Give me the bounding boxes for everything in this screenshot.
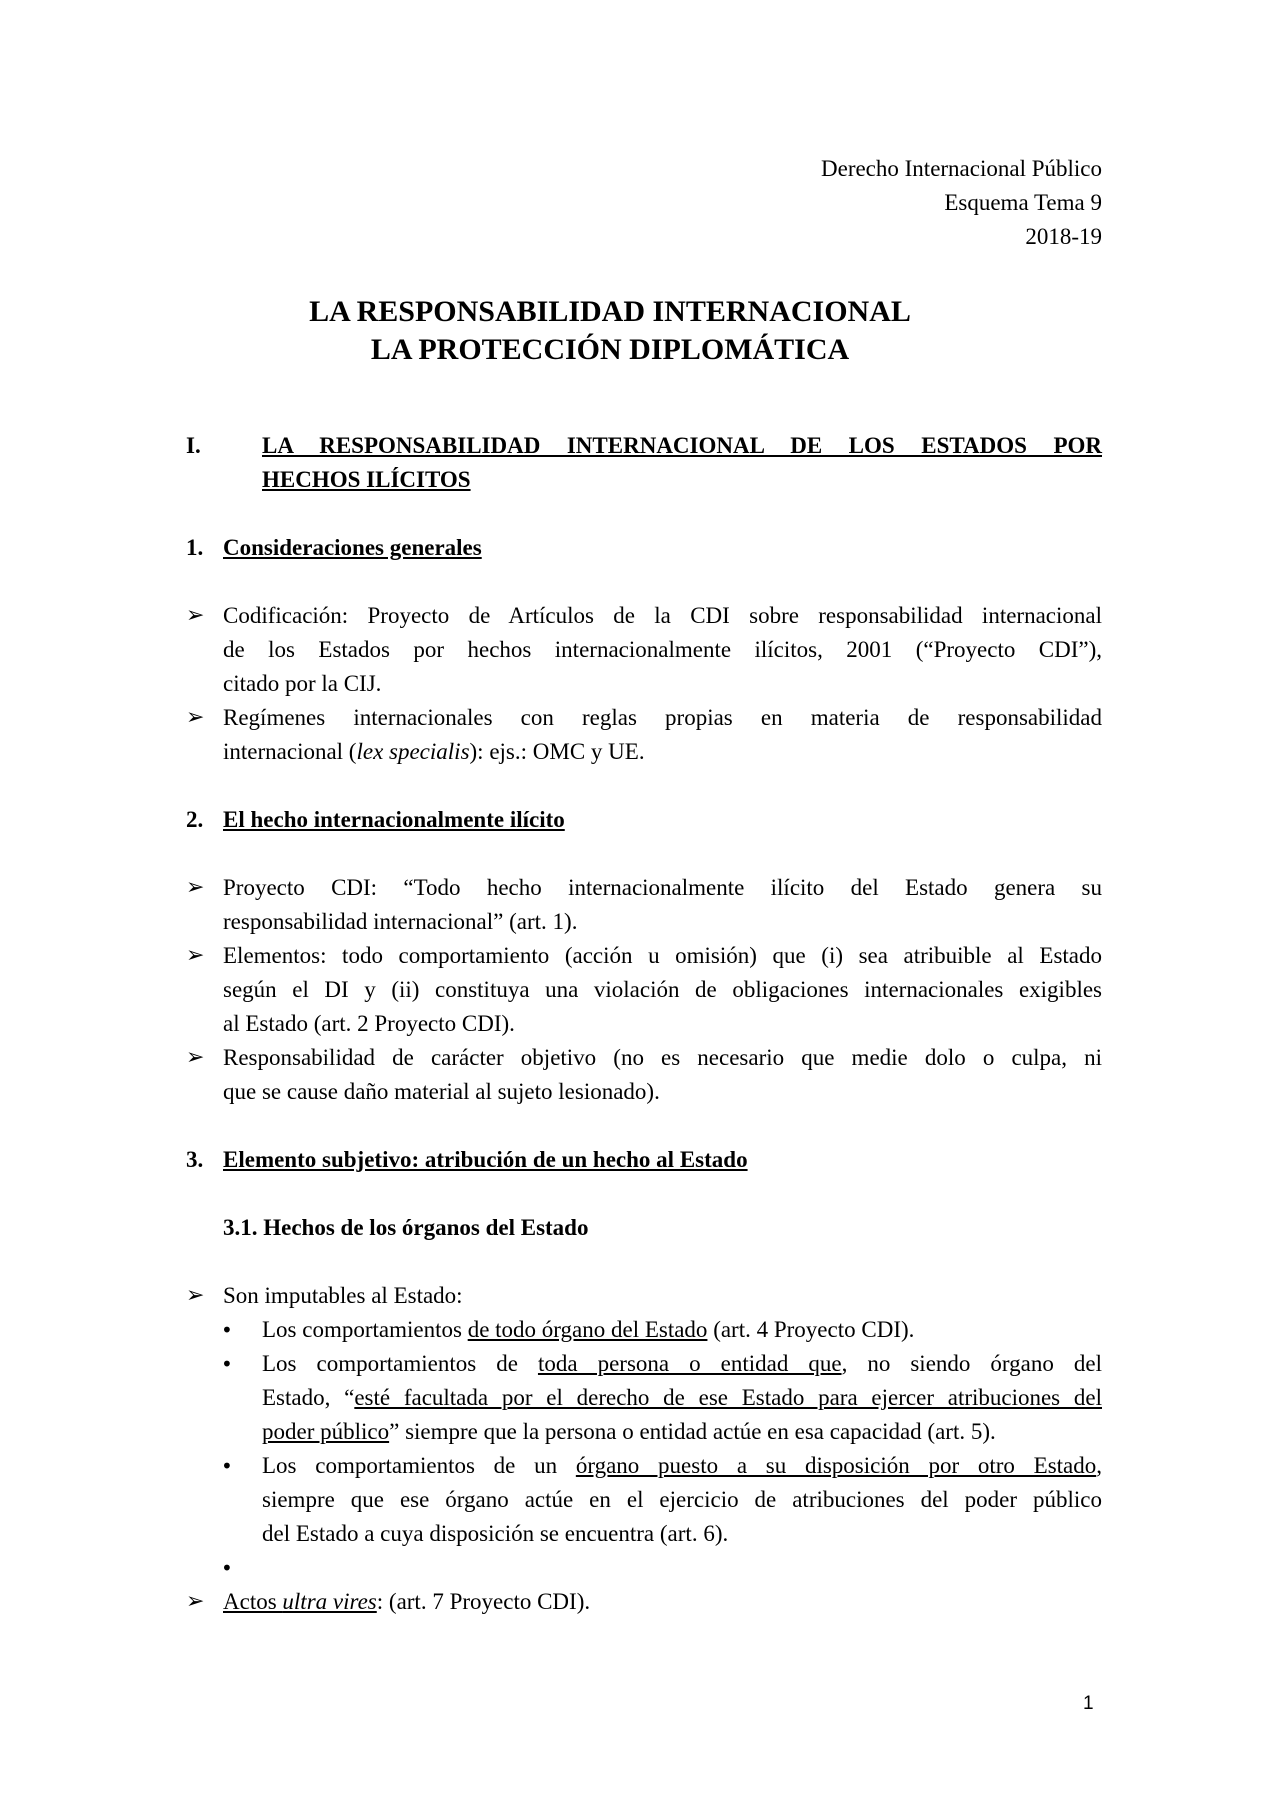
list-item: Los comportamientos de un órgano puesto a su disposición por otro Estado, siempre que ese órgano actúe en el ejercicio de atribuciones del poder público del Estado a cuya disposición se encuentra (art. 6). <box>262 1453 1102 1546</box>
list-item: Actos ultra vires: (art. 7 Proyecto CDI). <box>223 1589 591 1614</box>
subsection-3-title: Elemento subjetivo: atribución de un hecho al Estado <box>223 1147 748 1172</box>
list-item: Responsabilidad de carácter objetivo (no es necesario que medie dolo o culpa, ni que se cause daño material al sujeto lesionado). <box>223 1045 1102 1104</box>
list-item: Regímenes internacionales con reglas propias en materia de responsabilidad internacional (lex specialis): ejs.: OMC y UE. <box>223 705 1102 764</box>
arrow-bullet-icon: ➢ <box>186 1283 205 1308</box>
arrow-bullet-icon: ➢ <box>186 875 205 900</box>
list-item: Codificación: Proyecto de Artículos de la CDI sobre responsabilidad internacional de los Estados por hechos internacionalmente ilícitos, 2001 (“Proyecto CDI”), citado por la CIJ. <box>223 603 1102 696</box>
subsection-1-title: Consideraciones generales <box>223 535 482 560</box>
subsection-3-number: 3. <box>186 1147 204 1172</box>
subsection-1-number: 1. <box>186 535 204 560</box>
academic-year: 2018-19 <box>1025 224 1102 249</box>
list-item: Los comportamientos de toda persona o entidad que, no siendo órgano del Estado, “esté facultada por el derecho de ese Estado para ejercer atribuciones del poder público” siempre que la persona o entidad actúe en esa capacidad (art. 5). <box>262 1351 1102 1444</box>
subsection-2-title: El hecho internacionalmente ilícito <box>223 807 565 832</box>
subsection-2-number: 2. <box>186 807 204 832</box>
dot-bullet-icon: • <box>221 1556 233 1580</box>
list-item: Son imputables al Estado: <box>223 1283 463 1308</box>
dot-bullet-icon: • <box>221 1352 233 1376</box>
dot-bullet-icon: • <box>221 1318 233 1342</box>
list-item: Elementos: todo comportamiento (acción u omisión) que (i) sea atribuible al Estado según el DI y (ii) constituya una violación de obligaciones internacionales exigibles al Estado (art. 2 Proyecto CDI). <box>223 943 1102 1036</box>
section-title-line2: HECHOS ILÍCITOS <box>262 467 471 492</box>
arrow-bullet-icon: ➢ <box>186 1589 205 1614</box>
list-item: Los comportamientos de todo órgano del Estado (art. 4 Proyecto CDI). <box>262 1317 915 1342</box>
scheme-label: Esquema Tema 9 <box>944 190 1102 215</box>
arrow-bullet-icon: ➢ <box>186 1045 205 1070</box>
arrow-bullet-icon: ➢ <box>186 705 205 730</box>
course-name: Derecho Internacional Público <box>821 156 1102 181</box>
subsection-3-1-title: 3.1. Hechos de los órganos del Estado <box>223 1215 589 1240</box>
arrow-bullet-icon: ➢ <box>186 603 205 628</box>
page-title-line1: LA RESPONSABILIDAD INTERNACIONAL <box>309 295 911 328</box>
page-number: 1 <box>1083 1693 1094 1714</box>
page-title-line2: LA PROTECCIÓN DIPLOMÁTICA <box>370 333 850 366</box>
section-title-line1: LA RESPONSABILIDAD INTERNACIONAL DE LOS ESTADOS POR <box>262 433 1102 458</box>
arrow-bullet-icon: ➢ <box>186 943 205 968</box>
list-item: Proyecto CDI: “Todo hecho internacionalmente ilícito del Estado genera su responsabilidad internacional” (art. 1). <box>223 875 1102 934</box>
dot-bullet-icon: • <box>221 1454 233 1478</box>
section-number: I. <box>186 433 201 458</box>
